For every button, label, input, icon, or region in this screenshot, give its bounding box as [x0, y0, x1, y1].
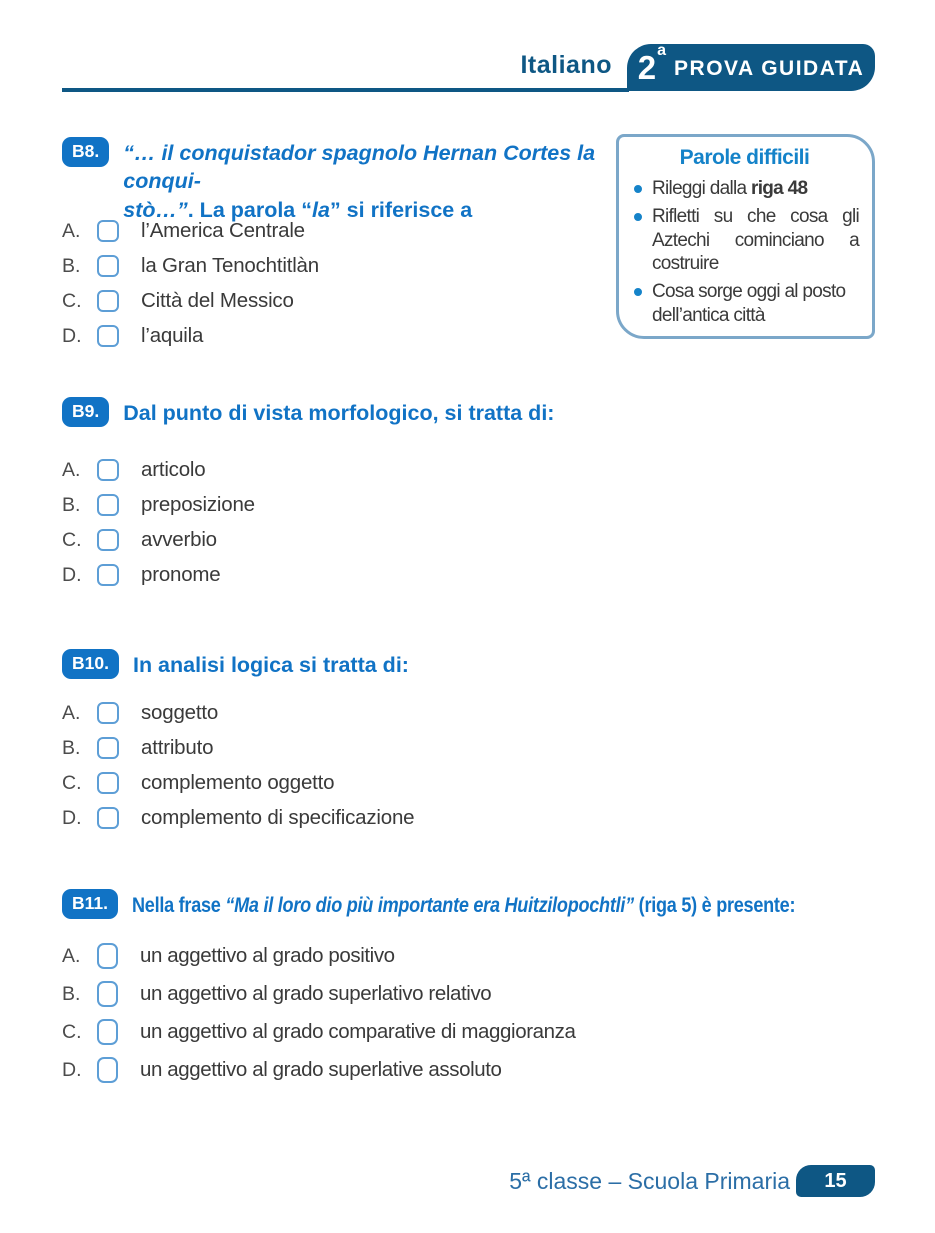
- option-letter: A.: [62, 458, 81, 481]
- list-item: [630, 177, 859, 201]
- text-quote: “Ma il loro dio più importante era Huitzilopochtli”: [225, 893, 634, 917]
- text-tail: ” si riferisce a: [329, 197, 473, 222]
- subject-title: Italiano: [520, 51, 612, 79]
- option-label: articolo: [141, 458, 206, 481]
- option-row: [62, 807, 414, 829]
- option-label: preposizione: [141, 493, 255, 516]
- question-b11-badge: B11.: [62, 889, 118, 919]
- option-letter: A.: [62, 701, 81, 724]
- option-row: [62, 290, 319, 312]
- option-label: complemento oggetto: [141, 771, 335, 794]
- option-row: [62, 220, 319, 242]
- question-b10-options: [62, 702, 414, 842]
- question-b9-head: [62, 396, 554, 427]
- option-row: [62, 1019, 576, 1045]
- footer-class-label: 5ª classe – Scuola Primaria: [509, 1168, 790, 1194]
- option-label: attributo: [141, 736, 214, 759]
- badge-number: 2a: [637, 42, 667, 86]
- answer-checkbox-b9-d[interactable]: [97, 564, 119, 586]
- option-letter: A.: [62, 944, 81, 967]
- question-b10-head: [62, 648, 409, 679]
- hint-text: Cosa sorge oggi al posto dell’antica città: [652, 281, 846, 326]
- badge-label: PROVA GUIDATA: [674, 56, 865, 80]
- option-label: complemento di specificazione: [141, 806, 415, 829]
- question-b9-text: Dal punto di vista morfologico, si tratta di:: [123, 401, 555, 425]
- option-letter: B.: [62, 982, 81, 1005]
- difficult-words-list: [630, 177, 859, 328]
- option-row: [62, 1057, 576, 1083]
- option-row: [62, 772, 414, 794]
- question-b8-options: [62, 220, 319, 360]
- page-number-badge: 15: [796, 1165, 875, 1197]
- answer-checkbox-b11-c[interactable]: [97, 1019, 118, 1045]
- bullet-dot: [634, 185, 642, 193]
- question-b8-badge: B8.: [62, 137, 109, 167]
- answer-checkbox-b8-d[interactable]: [97, 325, 119, 347]
- bullet-dot: [634, 288, 642, 296]
- option-label: un aggettivo al grado comparative di maggioranza: [140, 1020, 576, 1043]
- option-letter: D.: [62, 806, 82, 829]
- question-b9-options: [62, 459, 255, 599]
- option-letter: B.: [62, 736, 81, 759]
- option-row: [62, 564, 255, 586]
- hint-text: Rifletti su che cosa gli Aztechi cominciano a costruire: [652, 205, 859, 275]
- answer-checkbox-b9-c[interactable]: [97, 529, 119, 551]
- list-item: [630, 280, 859, 328]
- prova-guidata-badge: [627, 44, 875, 91]
- option-letter: C.: [62, 289, 82, 312]
- question-b9: [62, 396, 554, 427]
- answer-checkbox-b8-a[interactable]: [97, 220, 119, 242]
- question-b10-text: In analisi logica si tratta di:: [132, 653, 409, 677]
- option-letter: D.: [62, 1058, 82, 1081]
- option-label: l’America Centrale: [141, 219, 305, 242]
- option-row: [62, 702, 414, 724]
- option-letter: A.: [62, 219, 81, 242]
- text-mid: . La parola “: [187, 197, 312, 222]
- question-b11: [62, 888, 922, 919]
- difficult-words-title: Parole difficili: [679, 146, 810, 169]
- quote-line1: “… il conquistador spagnolo Hernan Cortes la conqui-: [123, 141, 596, 194]
- question-b11-text: [132, 888, 922, 919]
- option-row: [62, 943, 576, 969]
- quote-line2: stò…”: [123, 197, 188, 222]
- answer-checkbox-b10-c[interactable]: [97, 772, 119, 794]
- option-label: l’aquila: [141, 324, 204, 347]
- answer-checkbox-b10-b[interactable]: [97, 737, 119, 759]
- question-b8: [62, 136, 628, 224]
- answer-checkbox-b11-b[interactable]: [97, 981, 118, 1007]
- text-pre: Nella frase: [132, 893, 226, 917]
- option-row: [62, 459, 255, 481]
- answer-checkbox-b8-b[interactable]: [97, 255, 119, 277]
- option-row: [62, 255, 319, 277]
- answer-checkbox-b8-c[interactable]: [97, 290, 119, 312]
- text-tail: (riga 5) è presente:: [633, 893, 796, 917]
- question-b8-head: [62, 136, 628, 224]
- difficult-words-box: [616, 134, 875, 339]
- answer-checkbox-b10-a[interactable]: [97, 702, 119, 724]
- answer-checkbox-b9-b[interactable]: [97, 494, 119, 516]
- bullet-dot: [634, 213, 642, 221]
- question-b8-text: [123, 136, 628, 224]
- question-b9-badge: B9.: [62, 397, 109, 427]
- hint-text: Rileggi dalla riga 48: [652, 178, 808, 199]
- question-b10-badge: B10.: [62, 649, 119, 679]
- option-label: un aggettivo al grado superlativo relativo: [140, 982, 492, 1005]
- header-rule: [62, 88, 629, 92]
- option-row: [62, 529, 255, 551]
- question-b10: [62, 648, 409, 679]
- answer-checkbox-b9-a[interactable]: [97, 459, 119, 481]
- list-item: [630, 205, 859, 276]
- option-label: la Gran Tenochtitlàn: [141, 254, 319, 277]
- option-row: [62, 737, 414, 759]
- option-row: [62, 325, 319, 347]
- option-label: Città del Messico: [141, 289, 294, 312]
- answer-checkbox-b10-d[interactable]: [97, 807, 119, 829]
- option-label: avverbio: [141, 528, 217, 551]
- option-letter: C.: [62, 528, 82, 551]
- option-label: pronome: [141, 563, 221, 586]
- option-letter: C.: [62, 1020, 82, 1043]
- question-b11-head: [62, 888, 922, 919]
- option-letter: B.: [62, 254, 81, 277]
- answer-checkbox-b11-a[interactable]: [97, 943, 118, 969]
- option-label: soggetto: [141, 701, 219, 724]
- text-word: la: [312, 197, 330, 222]
- answer-checkbox-b11-d[interactable]: [97, 1057, 118, 1083]
- option-letter: D.: [62, 563, 82, 586]
- option-row: [62, 981, 576, 1007]
- option-letter: D.: [62, 324, 82, 347]
- option-label: un aggettivo al grado superlative assoluto: [140, 1058, 502, 1081]
- question-b11-options: [62, 943, 576, 1095]
- option-label: un aggettivo al grado positivo: [140, 944, 395, 967]
- option-letter: B.: [62, 493, 81, 516]
- option-letter: C.: [62, 771, 82, 794]
- option-row: [62, 494, 255, 516]
